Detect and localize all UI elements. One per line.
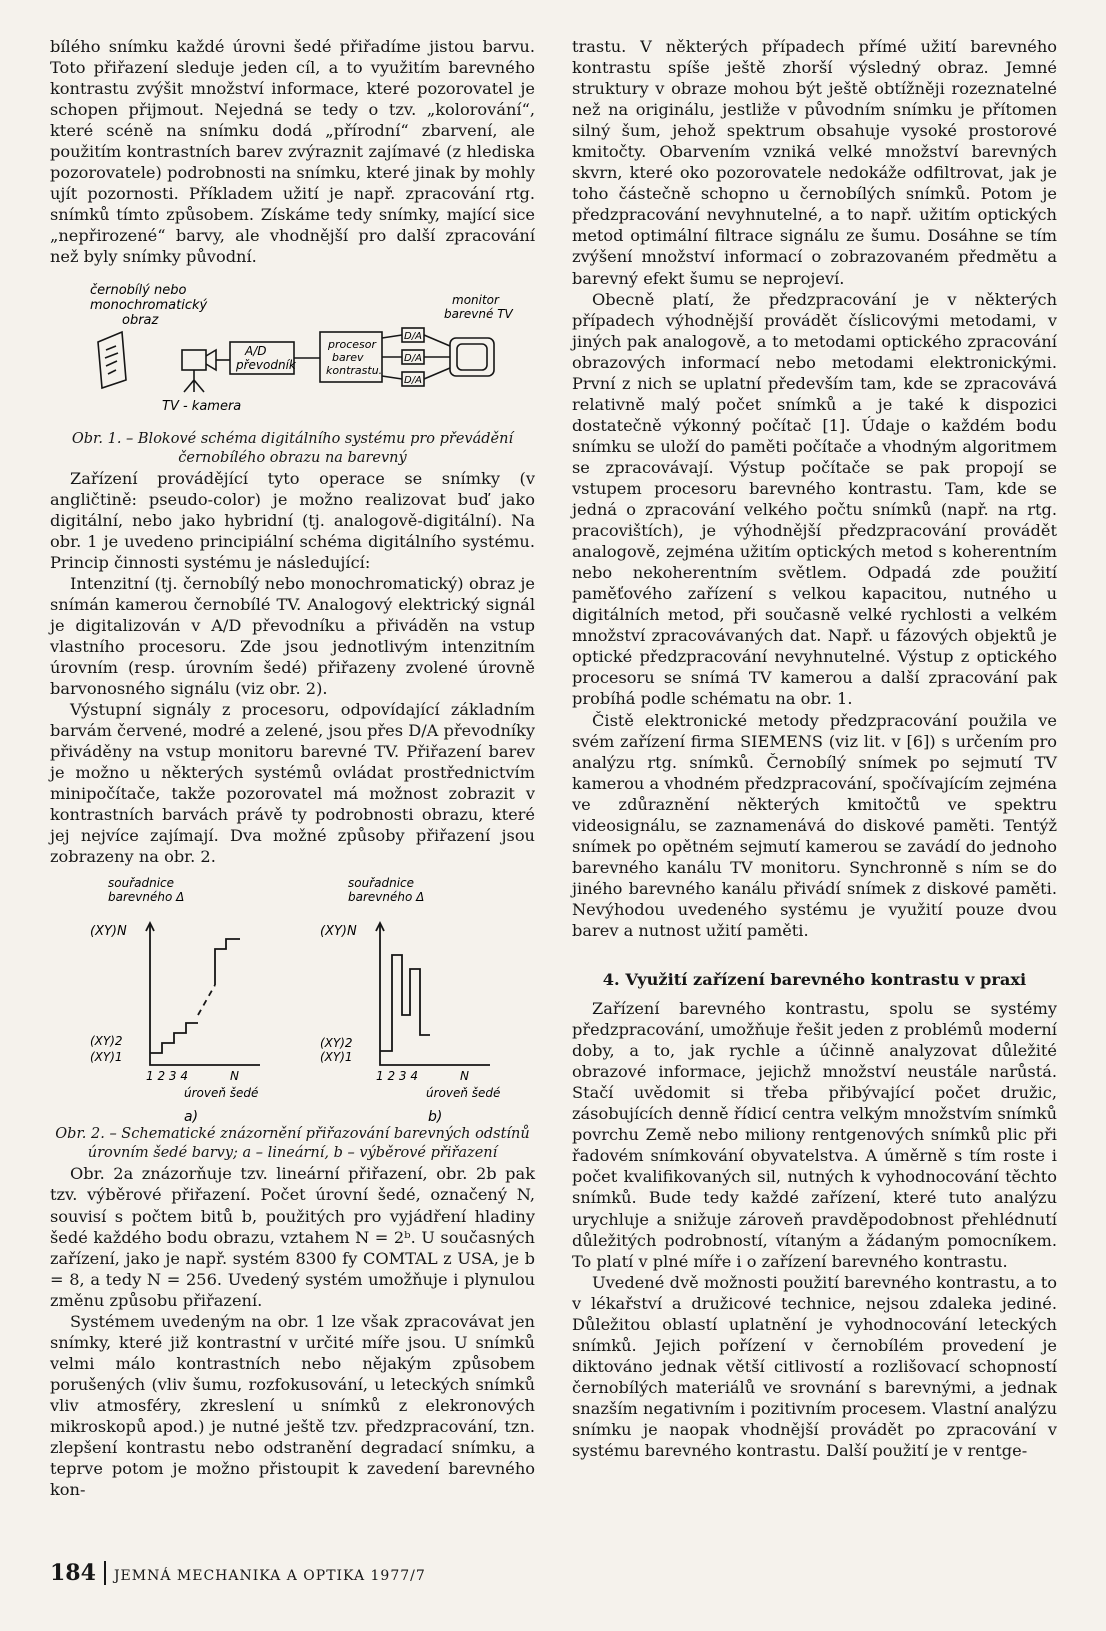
processor-label: procesor xyxy=(328,337,377,351)
source-label: černobílý nebo xyxy=(90,282,187,298)
source-label-2: monochromatický xyxy=(90,297,208,313)
figure-1 xyxy=(50,280,535,430)
ad-label-2: převodník xyxy=(236,357,296,372)
chart-b-y1: (XY)1 xyxy=(320,1050,353,1065)
chart-b-xn: N xyxy=(460,1069,469,1084)
right-column xyxy=(572,36,1057,1461)
chart-b-yn: (XY)N xyxy=(320,924,357,940)
paragraph: Zařízení provádějící tyto operace se snímky (v angličtině: pseudo-color) je možno realizovat buď jako digitální, nebo jako hybridní (tj. analogově-digitální). Na obr. 1 je uvedeno principiální schéma digitálního systému. Princip činnosti systému je následující: xyxy=(50,468,535,572)
chart-a-sublabel: a) xyxy=(184,1109,199,1126)
assignment-charts xyxy=(50,875,535,1125)
chart-b-xticks: 1 2 3 4 xyxy=(376,1069,418,1084)
paragraph: trastu. V některých případech přímé užití barevného kontrastu spíše ještě zhorší výsledný obraz. Jemné struktury v obraze mohou být ještě obtížněji rozeznatelné než na originálu, jestliže v původním snímku je přítomen silný šum, jehož spektrum obsahuje vysoké prostorové kmitočty. Obarvením vzniká velké množství barevných skvrn, které oko pozorovatele nedokáže odfiltrovat, jak je toho částečně schopno u černobílých snímků. Potom je předzpracování nevyhnutelné, a to např. užitím optických metod optimální filtrace signálu ze šumu. Dosáhne se tím zvýšení množství informací o zobrazovaném předmětu a barevný efekt šumu se neprojeví. xyxy=(572,37,1057,288)
figure-1-caption: Obr. 1. – Blokové schéma digitálního systému pro převádění černobílého obrazu na barevný xyxy=(71,430,514,466)
paragraph: Čistě elektronické metody předzpracování použila ve svém zařízení firma SIEMENS (viz lit. v [6]) s určením pro analýzu rtg. snímků. Černobílý snímek po sejmutí TV kamerou a vhodném předzpracování, spočívajícím zejména ve zdůraznění některých kmitočtů ve spektru videosignálu, se zaznamenává do diskové paměti. Tentýž snímek po opětném sejmutí kamerou se zavádí do jednoho barevného kanálu TV monitoru. Synchronně s ním se do jiného barevného kanálu přivádí snímek z diskové paměti. Nevýhodou uvedeného systému je využití pouze dvou barev a nutnost užití paměti. xyxy=(572,710,1057,940)
chart-a-xn: N xyxy=(230,1069,239,1084)
chart-b-ylabel: souřadnice xyxy=(348,876,415,891)
chart-a-ylabel-2: barevného Δ xyxy=(108,890,185,905)
paragraph: bílého snímku každé úrovni šedé přiřadíme jistou barvu. Toto přiřazení sleduje jeden cíl, a to využitím barevného kontrastu zvýšit množství informace, které pozorovatel je schopen přijmout. Nejedná se tedy o tzv. „kolorování“, které scéně na snímku dodá „přírodní“ zbarvení, ale použitím kontrastních barev zvýraznit zajímavé (z hlediska pozorovatele) podrobnosti na snímku, které jinak by mohly ujít pozornosti. Příkladem užití je např. zpracování rtg. snímků tímto způsobem. Získáme tedy snímky, mající sice „nepřirozené“ barvy, ale vhodnější pro další zpracování než byly snímky původní. xyxy=(50,37,535,267)
figure-2 xyxy=(50,875,535,1125)
paragraph: Výstupní signály z procesoru, odpovídající základním barvám červené, modré a zelené, jsou přes D/A převodníky přiváděny na vstup monitoru barevné TV. Přiřazení barev je možno u některých systémů ovládat prostřednictvím minipočítače, takže pozorovatel má možnost zobrazit v kontrastních barvách právě ty podrobnosti obrazu, které jej nejvíce zajímají. Dva možné způsoby přiřazení jsou zobrazeny na obr. 2. xyxy=(50,700,535,867)
da-label-1: D/A xyxy=(404,330,422,342)
chart-b-sublabel: b) xyxy=(428,1109,443,1126)
chart-a-y2: (XY)2 xyxy=(90,1034,123,1049)
paragraph: Zařízení barevného kontrastu, spolu se systémy předzpracování, umožňuje řešit jeden z problémů moderní doby, a to, jak rychle a účinně analyzovat důležité obrazové informace, jejichž množství neustále narůstá. Stačí uvědomit si třeba přibývající počet družic, zásobujících denně řídicí centra velkým množstvím snímků povrchu Země nebo miliony rentgenových snímků plic při řadovém snímkování obyvatelstva. A úměrně s tím roste i počet kvalifikovaných sil, nutných k vyhodnocování těchto snímků. Bude tedy každé zařízení, které tuto analýzu urychluje a snižuje zároveň pravděpodobnost přehlédnutí důležitých podrobností, vítaným a žádaným pomocníkem. To platí v plné míře i o zařízení barevného kontrastu. xyxy=(572,999,1057,1271)
chart-a-yn: (XY)N xyxy=(90,924,127,940)
paragraph: Obecně platí, že předzpracování je v některých případech výhodnější provádět číslicovými metodami, v jiných pak analogově, a to metodami optického zpracování obrazových informací nebo metodami elektronickými. První z nich se uplatní především tam, kde se zpracovává relativně malý počet snímků a je také k dispozici dostatečně výkonný počítač [1]. Údaje o každém bodu snímku se uloží do paměti počítače a vhodným algoritmem se zpracovávají. Výstup počítače se pak propojí se vstupem procesoru barevného kontrastu. Tam, kde se jedná o zpracování velkého počtu snímků (např. na rtg. pracovištích), je výhodnější předzpracování provádět analogově, zejména užitím optických metod s koherentním nebo nekoherentním světlem. Odpadá zde použití paměťového zařízení s velkou kapacitou, nutného u digitálních metod, při současně velké rychlosti a velkém množství zpracovávaných dat. Např. u fázových objektů je optické předzpracování nevyhnutelné. Výstup z optického procesoru se snímá TV kamerou a další zpracování pak probíhá podle schématu na obr. 1. xyxy=(572,289,1057,709)
ad-label: A/D xyxy=(245,343,267,358)
chart-a-xticks: 1 2 3 4 xyxy=(146,1069,188,1084)
chart-a-ylabel: souřadnice xyxy=(108,876,175,891)
camera-label: TV - kamera xyxy=(162,398,242,414)
figure-2-caption: Obr. 2. – Schematické znázornění přiřazování barevných odstínů úrovním šedé barvy; a – lineární, b – výběrové přiřazení xyxy=(55,1126,530,1162)
footer-divider xyxy=(104,1561,106,1585)
block-diagram xyxy=(50,280,535,430)
processor-label-2: barev xyxy=(332,350,364,364)
chart-b-y2: (XY)2 xyxy=(320,1036,353,1051)
paragraph: Systémem uvedeným na obr. 1 lze však zpracovávat jen snímky, které již kontrastní v určité míře jsou. U snímků velmi málo kontrastních nebo nějakým způsobem porušených (vliv šumu, rozfokusování, u leteckých snímků vliv atmosféry, zkreslení u snímků z elekronových mikroskopů apod.) je nutné ještě tzv. předzpracování, tzn. zlepšení kontrastu nebo odstranění degradací snímku, a teprve potom je možno přistoupit k zavedení barevného kon- xyxy=(50,1311,535,1500)
da-label-2: D/A xyxy=(404,352,422,364)
monitor-label-2: barevné TV xyxy=(444,306,513,321)
journal-title: JEMNÁ MECHANIKA A OPTIKA 1977/7 xyxy=(113,1568,426,1584)
chart-a-xlabel: úroveň šedé xyxy=(184,1086,259,1101)
source-label-3: obraz xyxy=(122,312,159,328)
chart-b-ylabel-2: barevného Δ xyxy=(348,890,425,905)
processor-label-3: kontrastu. xyxy=(326,363,383,377)
paragraph: Uvedené dvě možnosti použití barevného kontrastu, a to v lékařství a družicové technice, nejsou zdaleka jediné. Důležitou oblastí uplatnění je vyhodnocování leteckých snímků. Jejich pořízení v černobílém provedení je diktováno jednak větší citlivostí a rozlišovací schopností černobílých materiálů ve srovnání s barevnými, a jednak snazším negativním i pozitivním procesem. Vlastní analýzu snímku je naopak vhodnější provádět po zpracování v systému barevného kontrastu. Další použití je v rentge- xyxy=(572,1272,1057,1461)
section-heading: 4. Využití zařízení barevného kontrastu v praxi xyxy=(602,970,1027,990)
monitor-label: monitor xyxy=(452,292,499,307)
paragraph: Obr. 2a znázorňuje tzv. lineární přiřazení, obr. 2b pak tzv. výběrové přiřazení. Počet úrovní šedé, označený N, souvisí s počtem bitů b, použitých pro vyjádření hladiny šedé každého bodu obrazu, vztahem N = 2ᵇ. U současných zařízení, jako je např. systém 8300 fy COMTAL z USA, je b = 8, a tedy N = 256. Uvedený systém umožňuje i plynulou změnu způsobu přiřazení. xyxy=(50,1164,535,1310)
da-label-3: D/A xyxy=(404,374,422,386)
chart-b-xlabel: úroveň šedé xyxy=(426,1086,501,1101)
chart-a-y1: (XY)1 xyxy=(90,1050,123,1065)
page-number: 184 xyxy=(50,1560,96,1586)
page-footer xyxy=(50,1560,426,1586)
left-column xyxy=(50,36,535,1500)
paragraph: Intenzitní (tj. černobílý nebo monochromatický) obraz je snímán kamerou černobílé TV. Analogový elektrický signál je digitalizován v A/D převodníku a přiváděn na vstup vlastního procesoru. Zde jsou jednotlivým intenzitním úrovním (resp. úrovním šedé) přiřazeny zvolené úrovně barvonosného signálu (viz obr. 2). xyxy=(50,573,535,698)
